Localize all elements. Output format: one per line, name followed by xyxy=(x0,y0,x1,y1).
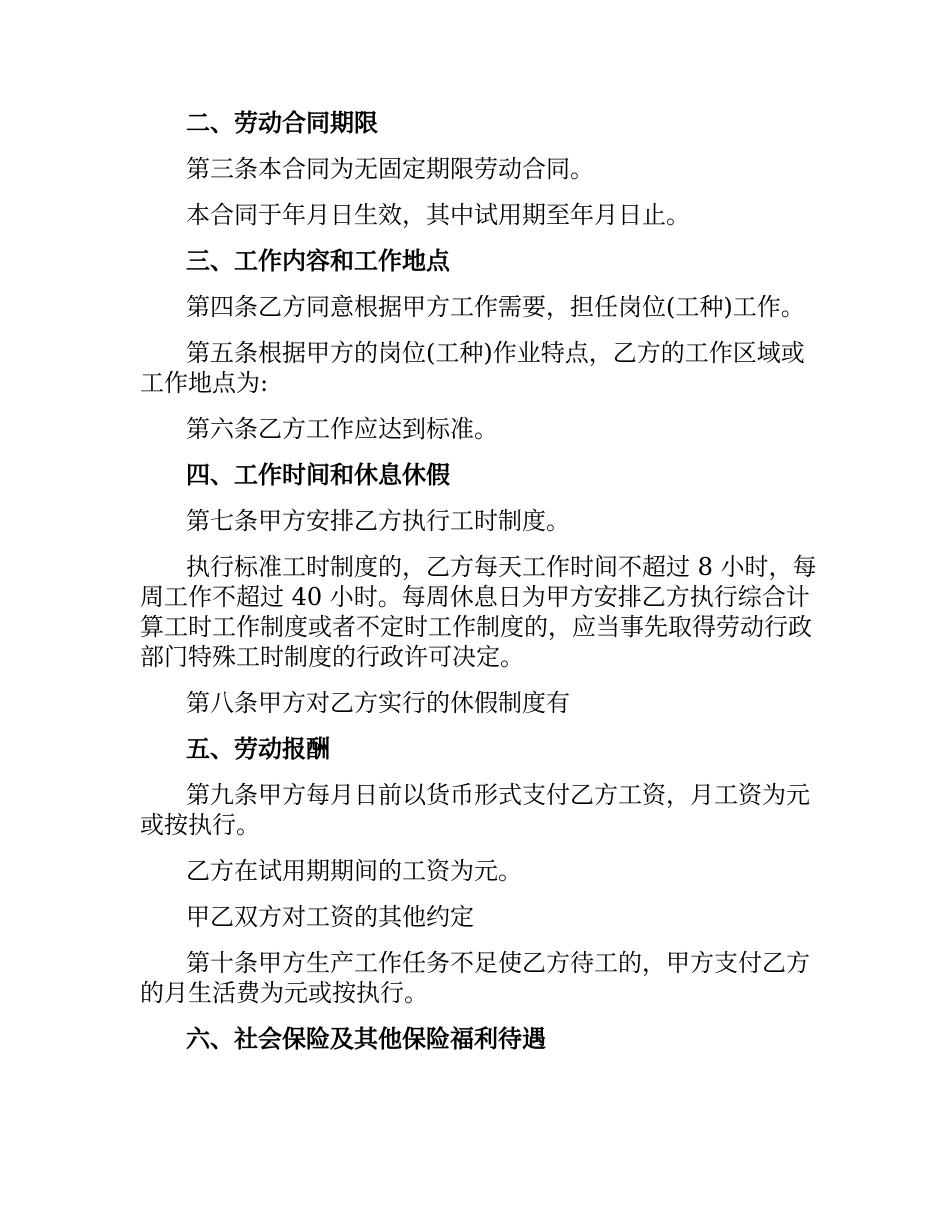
paragraph-article-3: 第三条本合同为无固定期限劳动合同。 xyxy=(186,155,594,183)
document-body xyxy=(140,108,820,1070)
paragraph-standard-hours: 执行标准工时制度的，乙方每天工作时间不超过 8 小时，每周工作不超过 40 小时。每周休息日为甲方安排乙方执行综合计算工时工作制度或者不定时工作制度的，应当事先取得劳动行政部门特殊工时制度的行政许可决定。 xyxy=(140,553,817,671)
paragraph-article-4: 第四条乙方同意根据甲方工作需要，担任岗位(工种)工作。 xyxy=(186,293,805,321)
paragraph-article-7: 第七条甲方安排乙方执行工时制度。 xyxy=(186,507,570,535)
paragraph-effective-date: 本合同于年月日生效，其中试用期至年月日止。 xyxy=(186,201,690,229)
section-heading-working-hours-rest: 四、工作时间和休息休假 xyxy=(186,460,450,489)
paragraph-article-9: 第九条甲方每月日前以货币形式支付乙方工资，月工资为元或按执行。 xyxy=(140,781,810,839)
paragraph-probation-wage: 乙方在试用期期间的工资为元。 xyxy=(186,857,522,885)
section-heading-remuneration: 五、劳动报酬 xyxy=(186,734,330,763)
paragraph-article-5: 第五条根据甲方的岗位(工种)作业特点，乙方的工作区域或工作地点为: xyxy=(140,339,805,397)
paragraph-article-6: 第六条乙方工作应达到标准。 xyxy=(186,415,498,443)
section-heading-work-content-location: 三、工作内容和工作地点 xyxy=(186,246,450,275)
paragraph-article-10: 第十条甲方生产工作任务不足使乙方待工的，甲方支付乙方的月生活费为元或按执行。 xyxy=(140,949,810,1007)
section-heading-labor-contract-term: 二、劳动合同期限 xyxy=(186,108,378,137)
paragraph-article-8: 第八条甲方对乙方实行的休假制度有 xyxy=(186,689,570,717)
paragraph-other-wage-agreement: 甲乙双方对工资的其他约定 xyxy=(186,903,474,931)
section-heading-social-insurance: 六、社会保险及其他保险福利待遇 xyxy=(186,1024,546,1053)
